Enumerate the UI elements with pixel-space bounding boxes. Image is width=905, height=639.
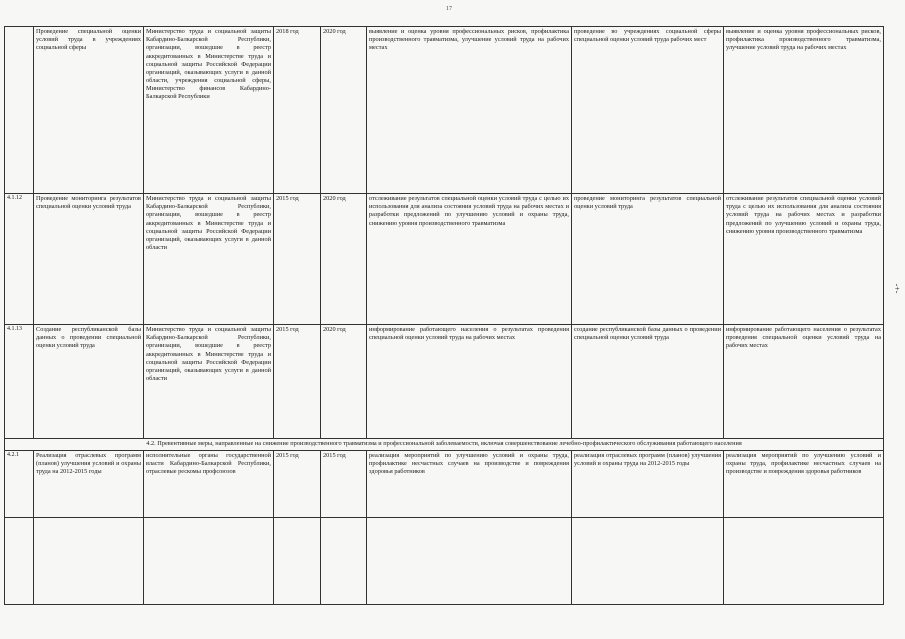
table-row xyxy=(5,451,884,518)
indicator: проведение мониторинга результатов специальной оценки условий труда xyxy=(572,194,724,325)
end-year: 2020 год xyxy=(321,194,367,325)
row-number xyxy=(5,27,34,194)
expected-result: отслеживание результатов специальной оценки условий труда с целью их использования для анализа состояния условий труда на рабочих местах и разработки предложений по улучшению условий и охраны труда, снижению уровня производственного травматизма xyxy=(367,194,572,325)
table-row xyxy=(5,194,884,325)
expected-result: реализация мероприятий по улучшению условий и охраны труда, профилактике несчастных случаев на производстве и повреждения здоровья работников xyxy=(367,451,572,518)
start-year: 2018 год xyxy=(274,27,321,194)
end-year: 2015 год xyxy=(321,451,367,518)
executor: исполнительные органы государственной власти Кабардино-Балкарской Республики, отраслевые рескомы профсоюзов xyxy=(144,451,274,518)
executor: Министерство труда и социальной защиты Кабардино-Балкарской Республики, организации, вошедшие в реестр аккредитованных в Министерстве труда и социальной защиты Российской Федерации организаций, оказывающих услуги в данной области xyxy=(144,194,274,325)
relation-to-indicators: отслеживание результатов специальной оценки условий труда с целью их использования для анализа состояния условий труда на рабочих местах и разработки предложений по улучшению условий и охраны труда, снижению уровня производственного травматизма xyxy=(724,194,884,325)
indicator: проведение во учреждениях социальной сферы специальной оценки условий труда рабочих мест xyxy=(572,27,724,194)
section-row xyxy=(5,439,884,451)
table-row xyxy=(5,325,884,439)
section-title: 4.2. Превентивные меры, направленные на снижение производственного травматизма и профессиональной заболеваемости, включая совершенствование лечебно-профилактического обслуживания работающего населения xyxy=(5,439,884,451)
empty-cell xyxy=(144,518,274,605)
row-number: 4.2.1 xyxy=(5,451,34,518)
empty-cell xyxy=(572,518,724,605)
measure-name: Проведение мониторинга результатов специальной оценки условий труда xyxy=(34,194,144,325)
relation-to-indicators: информирование работающего населения о результатах проведения специальной оценки условий труда на рабочих местах xyxy=(724,325,884,439)
margin-mark: -+- xyxy=(892,283,902,294)
executor: Министерство труда и социальной защиты Кабардино-Балкарской Республики, организации, вошедшие в реестр аккредитованных в Министерстве труда и социальной защиты Российской Федерации организаций, оказывающих услуги в данной области, учреждения социальной сферы, Министерство финансов Кабардино-Балкарской Республики xyxy=(144,27,274,194)
expected-result: информирование работающего населения о результатах проведения специальной оценки условий труда на рабочих местах xyxy=(367,325,572,439)
start-year: 2015 год xyxy=(274,194,321,325)
indicator: создание республиканской базы данных о проведении специальной оценки условий труда xyxy=(572,325,724,439)
measures-table xyxy=(4,26,884,605)
end-year: 2020 год xyxy=(321,325,367,439)
start-year: 2015 год xyxy=(274,325,321,439)
row-number: 4.1.12 xyxy=(5,194,34,325)
start-year: 2015 год xyxy=(274,451,321,518)
empty-cell xyxy=(367,518,572,605)
empty-cell xyxy=(724,518,884,605)
empty-cell xyxy=(5,518,34,605)
measure-name: Создание республиканской базы данных о проведении специальной оценки условий труда xyxy=(34,325,144,439)
expected-result: выявление и оценка уровня профессиональных рисков, профилактика производственного травматизма, улучшение условий труда на рабочих местах xyxy=(367,27,572,194)
measure-name: Проведение специальной оценки условий труда в учреждениях социальной сферы xyxy=(34,27,144,194)
table-row xyxy=(5,27,884,194)
relation-to-indicators: реализация мероприятий по улучшению условий и охраны труда, профилактике несчастных случаев на производстве и повреждения здоровья работников xyxy=(724,451,884,518)
empty-cell xyxy=(274,518,321,605)
executor: Министерство труда и социальной защиты Кабардино-Балкарской Республики, организации, вошедшие в реестр аккредитованных в Министерстве труда и социальной защиты Российской Федерации организаций, оказывающих услуги в данной области xyxy=(144,325,274,439)
row-number: 4.1.13 xyxy=(5,325,34,439)
table-row-empty xyxy=(5,518,884,605)
empty-cell xyxy=(34,518,144,605)
indicator: реализация отраслевых программ (планов) улучшения условий и охраны труда на 2012-2015 годы xyxy=(572,451,724,518)
relation-to-indicators: выявление и оценка уровня профессиональных рисков, профилактика производственного травматизма, улучшение условий труда на рабочих местах xyxy=(724,27,884,194)
measure-name: Реализация отраслевых программ (планов) улучшения условий и охраны труда на 2012-2015 годы xyxy=(34,451,144,518)
empty-cell xyxy=(321,518,367,605)
page-number: 17 xyxy=(446,6,452,12)
end-year: 2020 год xyxy=(321,27,367,194)
